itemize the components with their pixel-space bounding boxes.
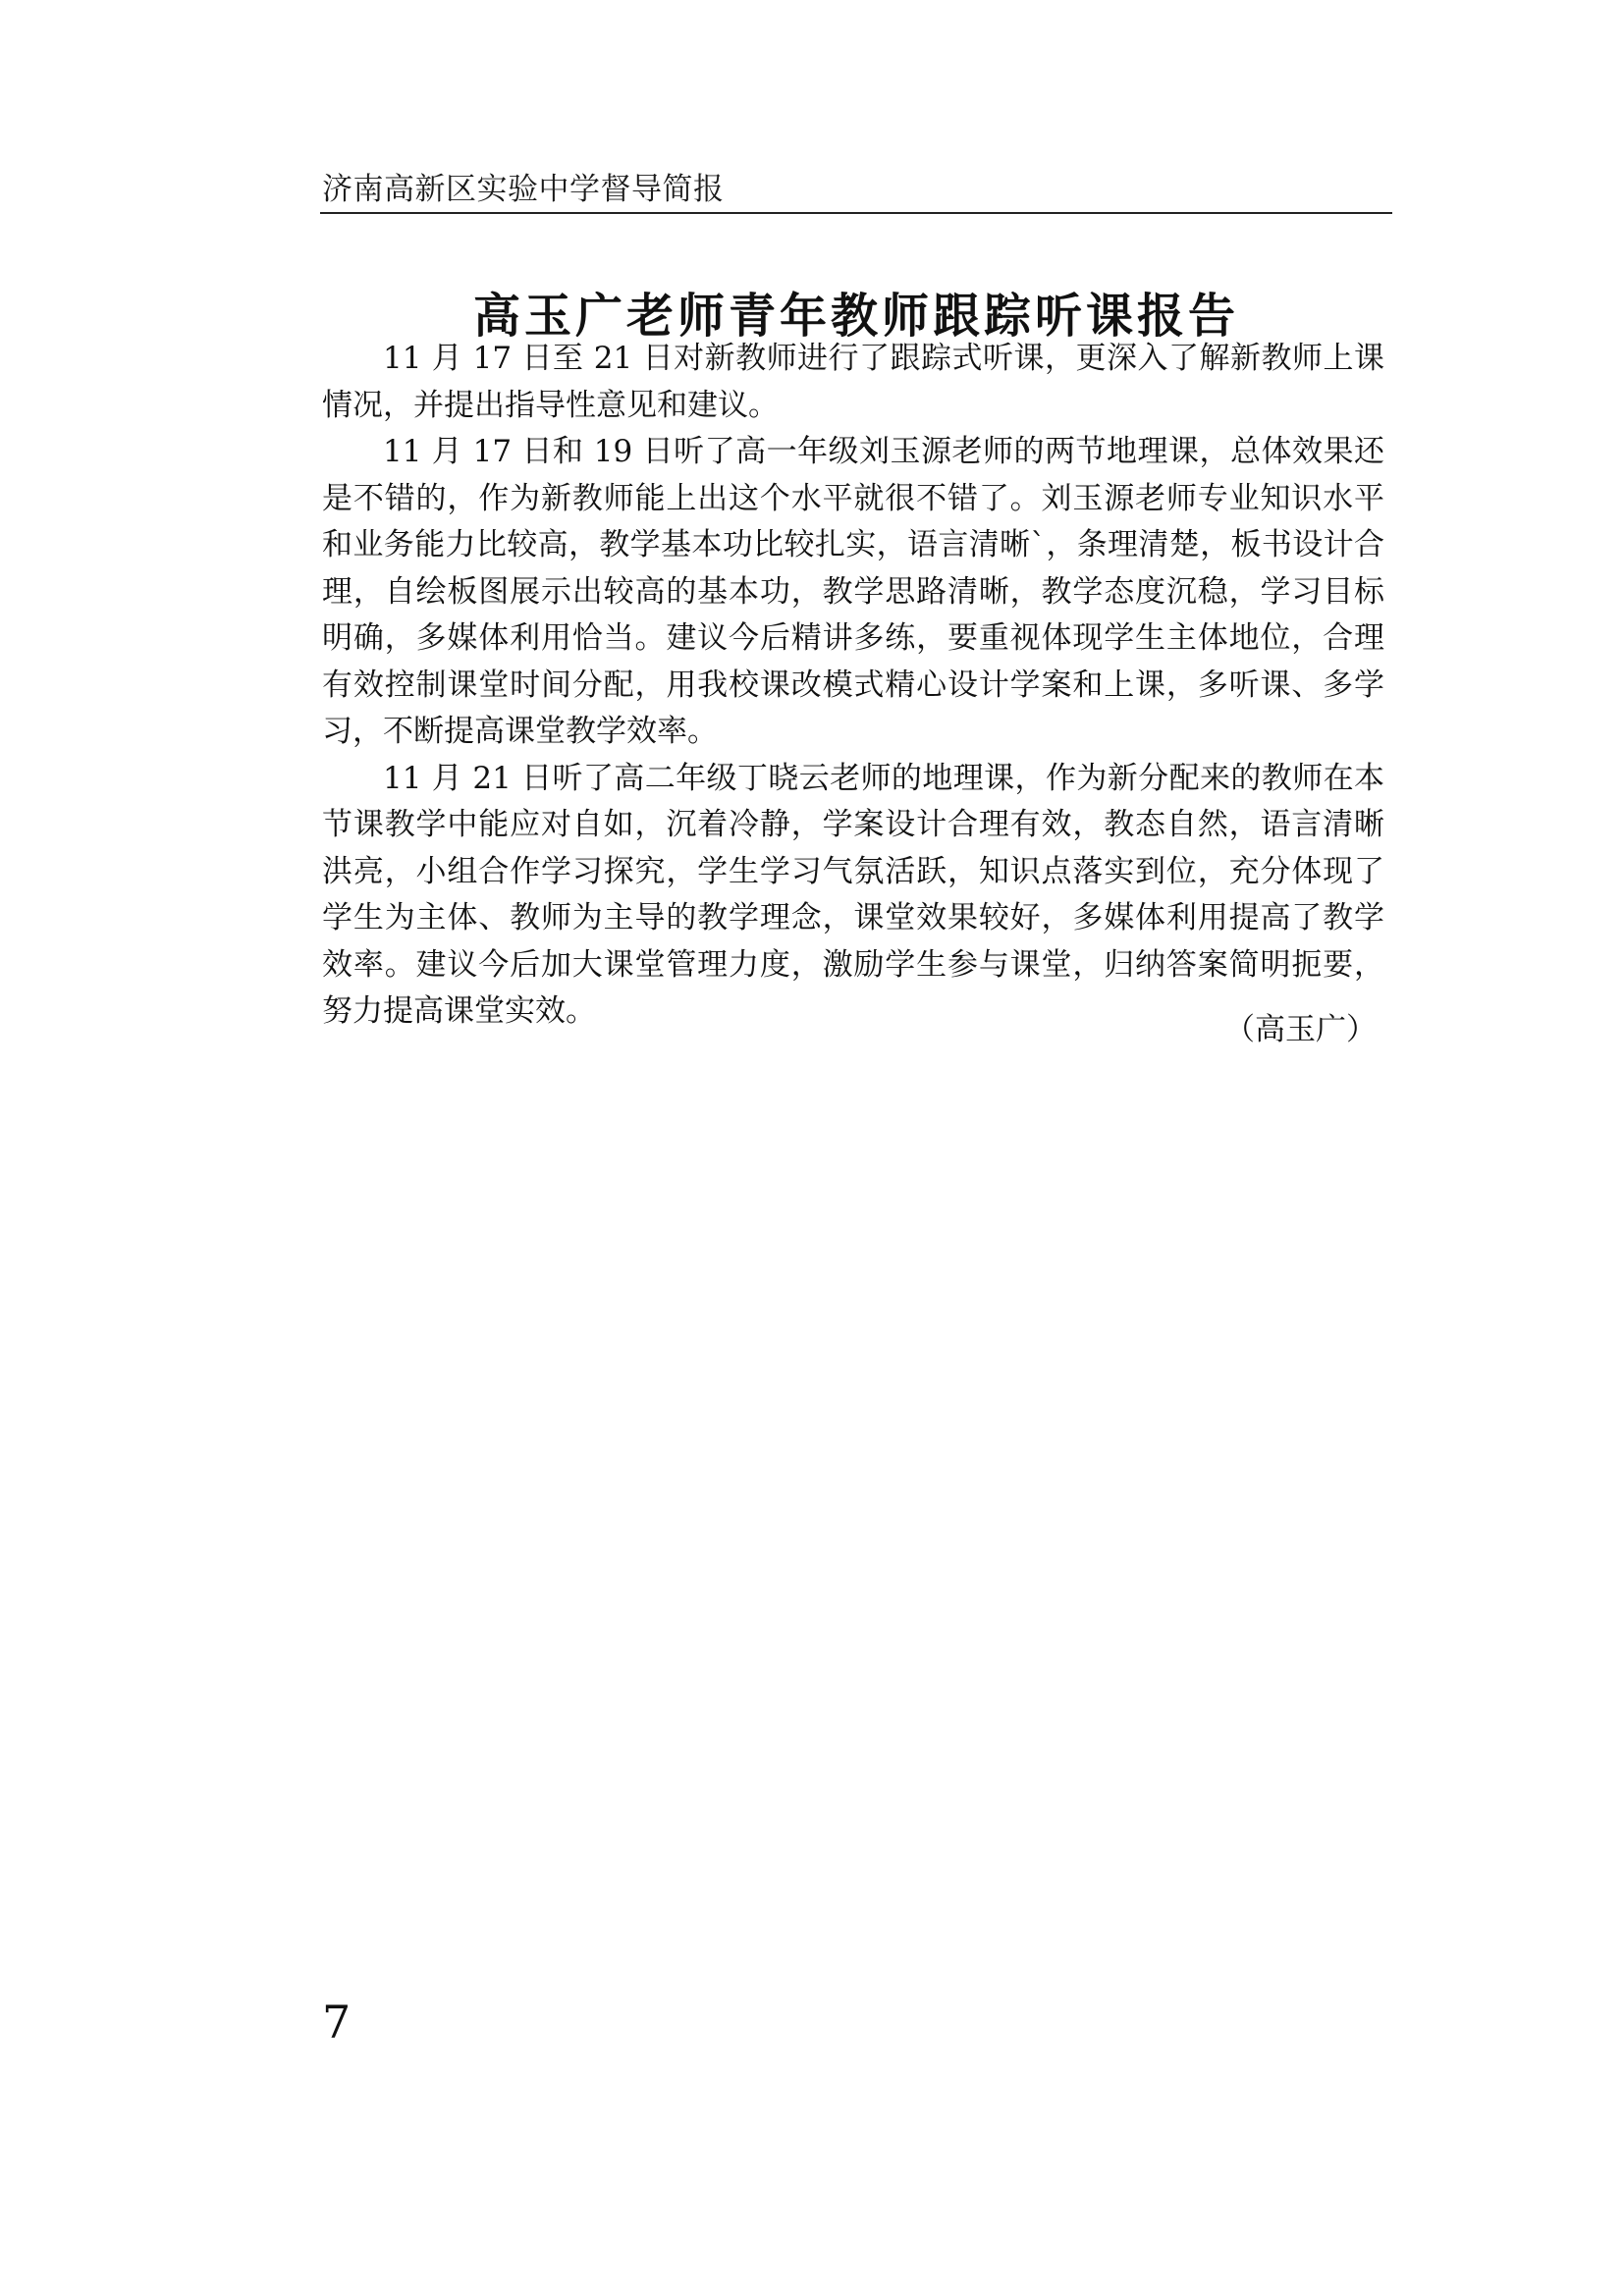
header-divider — [320, 212, 1392, 214]
author-signature: （高玉广） — [1224, 1012, 1377, 1047]
running-header: 济南高新区实验中学督导简报 — [322, 172, 725, 207]
paragraph: 11 月 17 日和 19 日听了高一年级刘玉源老师的两节地理课，总体效果还是不错的，作为新教师能上出这个水平就很不错了。刘玉源老师专业知识水平和业务能力比较高，教学基本功比较扎实，语言清晰`，条理清楚，板书设计合理，自绘板图展示出较高的基本功，教学思路清晰，教学态度沉稳，学习目标明确，多媒体利用恰当。建议今后精讲多练，要重视体现学生主体地位，合理有效控制课堂时间分配，用我校课改模式精心设计学案和上课，多听课、多学习，不断提高课堂教学效率。 — [322, 434, 1384, 749]
article-body — [322, 336, 1384, 1036]
paragraph: 11 月 21 日听了高二年级丁晓云老师的地理课，作为新分配来的教师在本节课教学中能应对自如，沉着冷静，学案设计合理有效，教态自然，语言清晰洪亮，小组合作学习探究，学生学习气氛活跃，知识点落实到位，充分体现了学生为主体、教师为主导的教学理念，课堂效果较好，多媒体利用提高了教学效率。建议今后加大课堂管理力度，激励学生参与课堂，归纳答案简明扼要，努力提高课堂实效。 — [322, 760, 1384, 1029]
page-number: 7 — [322, 1996, 352, 2049]
article-title: 高玉广老师青年教师跟踪听课报告 — [472, 289, 1239, 345]
paragraph: 11 月 17 日至 21 日对新教师进行了跟踪式听课，更深入了解新教师上课情况，并提出指导性意见和建议。 — [322, 341, 1384, 423]
